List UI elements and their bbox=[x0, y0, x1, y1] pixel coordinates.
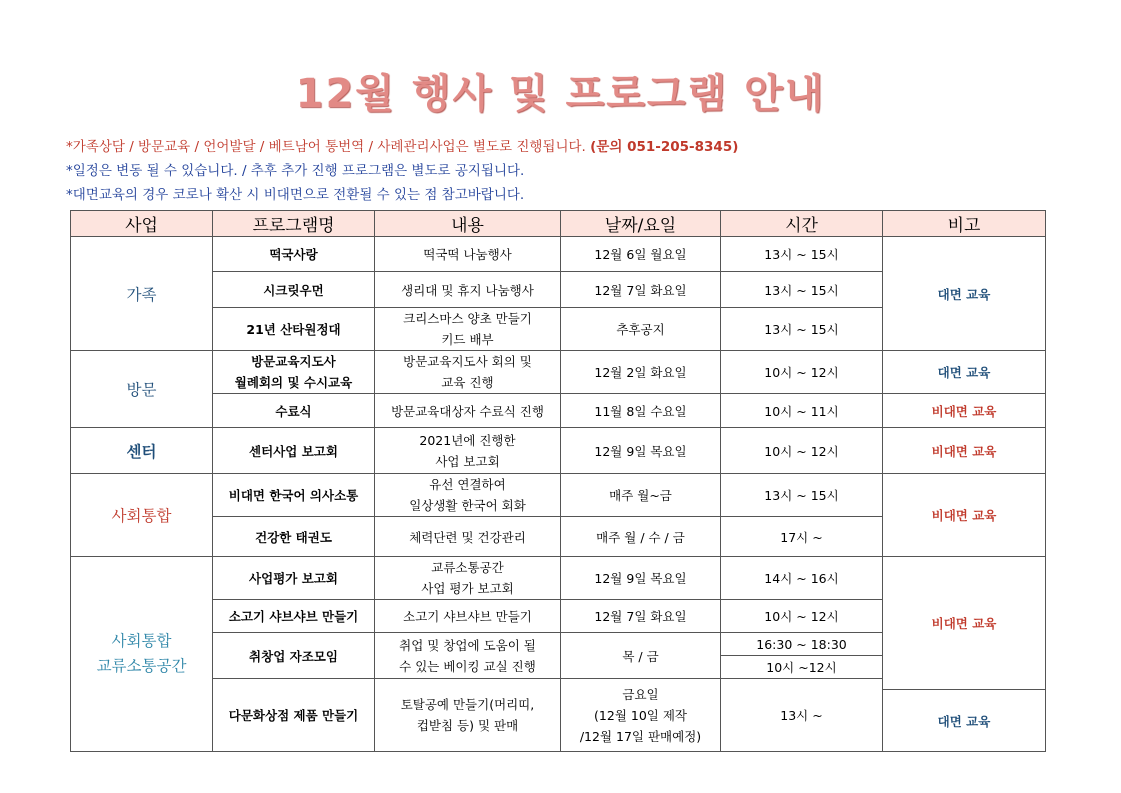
program-name: 수료식 bbox=[213, 394, 375, 428]
program-name: 소고기 샤브샤브 만들기 bbox=[213, 600, 375, 633]
program-time: 10시 ~ 12시 bbox=[721, 600, 883, 633]
content-line: 토탈공예 만들기(머리띠, bbox=[400, 697, 535, 712]
table-header-row bbox=[71, 211, 1046, 237]
program-date: 추후공지 bbox=[561, 308, 721, 351]
program-time: 17시 ~ bbox=[721, 517, 883, 557]
program-time: 10시 ~ 12시 bbox=[721, 351, 883, 394]
content-line: 사업 평가 보고회 bbox=[421, 581, 514, 596]
program-time: 10시 ~ 11시 bbox=[721, 394, 883, 428]
header-content: 내용 bbox=[375, 211, 561, 237]
program-name bbox=[213, 351, 375, 394]
program-date: 12월 9일 목요일 bbox=[561, 557, 721, 600]
header-time: 시간 bbox=[721, 211, 883, 237]
header-business: 사업 bbox=[71, 211, 213, 237]
program-date bbox=[561, 679, 721, 752]
program-time: 13시 ~ 15시 bbox=[721, 308, 883, 351]
contact-phone: (문의 051-205-8345) bbox=[590, 139, 739, 155]
content-line: 교류소통공간 bbox=[431, 560, 504, 575]
program-content bbox=[375, 557, 561, 600]
notice-line-1-text: *가족상담 / 방문교육 / 언어발달 / 베트남어 통번역 / 사례관리사업은 별도로 진행됩니다. bbox=[66, 139, 591, 155]
program-name: 센터사업 보고회 bbox=[213, 428, 375, 474]
notice-line-1 bbox=[66, 135, 738, 159]
program-date: 12월 7일 화요일 bbox=[561, 272, 721, 308]
program-name: 비대면 한국어 의사소통 bbox=[213, 474, 375, 517]
page-title: 12월 행사 및 프로그램 안내 bbox=[295, 71, 826, 117]
header-program-name: 프로그램명 bbox=[213, 211, 375, 237]
table-row bbox=[71, 557, 1046, 600]
table-row bbox=[71, 474, 1046, 517]
remark-cell: 비대면 교육 bbox=[883, 394, 1046, 428]
program-date: 매주 월~금 bbox=[561, 474, 721, 517]
table-row bbox=[71, 351, 1046, 394]
remark-cell: 비대면 교육 bbox=[883, 428, 1046, 474]
remark-cell: 비대면 교육 bbox=[883, 557, 1046, 690]
program-date: 매주 월 / 수 / 금 bbox=[561, 517, 721, 557]
program-name: 건강한 태권도 bbox=[213, 517, 375, 557]
program-date: 12월 6일 월요일 bbox=[561, 237, 721, 272]
program-name: 다문화상점 제품 만들기 bbox=[213, 679, 375, 752]
program-name: 21년 산타원정대 bbox=[213, 308, 375, 351]
program-date: 12월 9일 목요일 bbox=[561, 428, 721, 474]
category-family: 가족 bbox=[71, 237, 213, 351]
program-time: 14시 ~ 16시 bbox=[721, 557, 883, 600]
program-name: 시크릿우먼 bbox=[213, 272, 375, 308]
notice-block bbox=[66, 135, 738, 207]
content-line: 취업 및 창업에 도움이 될 bbox=[399, 637, 536, 653]
table-row bbox=[71, 428, 1046, 474]
category-center: 센터 bbox=[71, 428, 213, 474]
remark-cell: 대면 교육 bbox=[883, 237, 1046, 351]
content-line: 사업 보고회 bbox=[435, 453, 500, 469]
header-remarks: 비고 bbox=[883, 211, 1046, 237]
program-content bbox=[375, 679, 561, 752]
program-content: 생리대 및 휴지 나눔행사 bbox=[375, 272, 561, 308]
date-line: 금요일 bbox=[622, 686, 659, 702]
program-content bbox=[375, 474, 561, 517]
date-line: /12월 17일 판매예정) bbox=[579, 728, 702, 744]
table-row bbox=[71, 394, 1046, 428]
program-time: 10시 ~ 12시 bbox=[721, 428, 883, 474]
content-line: 교육 진행 bbox=[441, 375, 494, 390]
program-time: 13시 ~ 15시 bbox=[721, 474, 883, 517]
content-line: 크리스마스 양초 만들기 bbox=[403, 311, 532, 326]
content-line: 유선 연결하여 bbox=[429, 477, 506, 492]
table-row bbox=[71, 237, 1046, 272]
category-line: 사회통합 bbox=[111, 632, 172, 650]
content-line: 키드 배부 bbox=[441, 332, 494, 347]
program-time: 16:30 ~ 18:30 bbox=[721, 633, 883, 656]
program-name: 떡국사랑 bbox=[213, 237, 375, 272]
program-time: 13시 ~ 15시 bbox=[721, 272, 883, 308]
header-date-day: 날짜/요일 bbox=[561, 211, 721, 237]
program-content: 방문교육대상자 수료식 진행 bbox=[375, 394, 561, 428]
program-content bbox=[375, 633, 561, 679]
program-content: 떡국떡 나눔행사 bbox=[375, 237, 561, 272]
remark-cell: 대면 교육 bbox=[883, 690, 1046, 752]
content-line: 일상생활 한국어 회화 bbox=[409, 498, 526, 513]
category-visit: 방문 bbox=[71, 351, 213, 428]
program-name: 취창업 자조모임 bbox=[213, 633, 375, 679]
notice-line-2: *일정은 변동 될 수 있습니다. / 추후 추가 진행 프로그램은 별도로 공지됩니다. bbox=[66, 163, 525, 179]
program-time: 13시 ~ bbox=[721, 679, 883, 752]
name-line: 방문교육지도사 bbox=[251, 354, 336, 369]
content-line: 컵받침 등) 및 판매 bbox=[416, 718, 519, 733]
program-time: 10시 ~12시 bbox=[721, 656, 883, 679]
notice-line-3: *대면교육의 경우 코로나 확산 시 비대면으로 전환될 수 있는 점 참고바랍니다. bbox=[66, 187, 525, 203]
remark-cell: 비대면 교육 bbox=[883, 474, 1046, 557]
program-content: 체력단련 및 건강관리 bbox=[375, 517, 561, 557]
program-time: 13시 ~ 15시 bbox=[721, 237, 883, 272]
program-name: 사업평가 보고회 bbox=[213, 557, 375, 600]
remark-cell: 대면 교육 bbox=[883, 351, 1046, 394]
name-line: 월례회의 및 수시교육 bbox=[234, 375, 353, 390]
content-line: 수 있는 베이킹 교실 진행 bbox=[399, 658, 536, 674]
category-exchange bbox=[71, 557, 213, 752]
content-line: 2021년에 진행한 bbox=[419, 432, 516, 448]
program-content bbox=[375, 351, 561, 394]
program-table bbox=[70, 210, 1046, 752]
program-date: 목 / 금 bbox=[561, 633, 721, 679]
program-content bbox=[375, 428, 561, 474]
category-line: 교류소통공간 bbox=[96, 657, 187, 675]
program-content bbox=[375, 308, 561, 351]
program-date: 11월 8일 수요일 bbox=[561, 394, 721, 428]
category-integration: 사회통합 bbox=[71, 474, 213, 557]
program-date: 12월 2일 화요일 bbox=[561, 351, 721, 394]
date-line: (12월 10일 제작 bbox=[594, 707, 687, 723]
program-date: 12월 7일 화요일 bbox=[561, 600, 721, 633]
program-content: 소고기 샤브샤브 만들기 bbox=[375, 600, 561, 633]
content-line: 방문교육지도사 회의 및 bbox=[403, 354, 532, 369]
